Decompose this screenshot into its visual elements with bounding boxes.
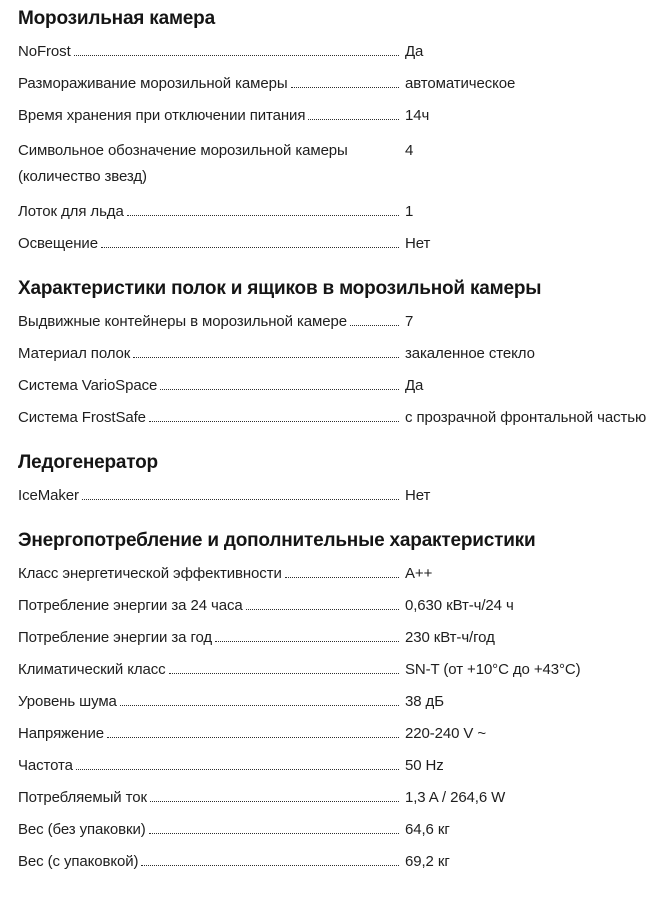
spec-row: [18, 486, 660, 506]
spec-label-cell: [18, 724, 405, 744]
spec-label: Потребление энергии за 24 часа: [18, 597, 243, 614]
dotted-leader: [149, 833, 399, 834]
dotted-leader: [107, 737, 399, 738]
section-title: Морозильная камера: [18, 8, 215, 29]
spec-row: [18, 376, 660, 396]
spec-row: [18, 564, 660, 584]
spec-value: 0,630 кВт-ч/24 ч: [405, 597, 514, 614]
spec-label-cell: [18, 788, 405, 808]
spec-label: Размораживание морозильной камеры: [18, 75, 288, 92]
spec-label-cell: [18, 42, 405, 62]
spec-label: Символьное обозначение морозильной камеры (количество звезд): [18, 142, 348, 185]
spec-label: Выдвижные контейнеры в морозильной камере: [18, 313, 347, 330]
dotted-leader: [308, 119, 399, 120]
spec-value: автоматическое: [405, 75, 516, 92]
dotted-leader: [160, 389, 399, 390]
spec-label-cell: [18, 486, 405, 506]
spec-row: [18, 42, 660, 62]
spec-label-cell: [18, 138, 405, 190]
spec-label: Лоток для льда: [18, 203, 124, 220]
spec-label-cell: [18, 74, 405, 94]
spec-label: Освещение: [18, 235, 98, 252]
spec-label-cell: [18, 234, 405, 254]
spec-value: закаленное стекло: [405, 345, 535, 362]
spec-row: [18, 756, 660, 776]
spec-label: Вес (без упаковки): [18, 821, 146, 838]
spec-row: [18, 74, 660, 94]
spec-value: 38 дБ: [405, 693, 444, 710]
dotted-leader: [141, 865, 399, 866]
section-title: Ледогенератор: [18, 452, 158, 473]
spec-label: IceMaker: [18, 487, 79, 504]
spec-section: [18, 530, 660, 872]
spec-row: [18, 692, 660, 712]
spec-row: [18, 820, 660, 840]
dotted-leader: [291, 87, 399, 88]
dotted-leader: [101, 247, 399, 248]
spec-row: [18, 344, 660, 364]
spec-value: 1,3 A / 264,6 W: [405, 789, 506, 806]
spec-label-cell: [18, 564, 405, 584]
spec-label-cell: [18, 692, 405, 712]
spec-value: SN-T (от +10°C до +43°C): [405, 661, 581, 678]
spec-label: Напряжение: [18, 725, 104, 742]
spec-row: [18, 234, 660, 254]
dotted-leader: [215, 641, 399, 642]
spec-row: [18, 408, 660, 428]
spec-label: Система VarioSpace: [18, 377, 158, 394]
spec-value: A++: [405, 565, 433, 582]
spec-label: Климатический класс: [18, 661, 166, 678]
spec-label: Вес (с упаковкой): [18, 853, 139, 870]
spec-value: 1: [405, 203, 414, 220]
spec-value: 220-240 V ~: [405, 725, 487, 742]
spec-label-cell: [18, 852, 405, 872]
spec-section: [18, 278, 660, 428]
spec-value: 14ч: [405, 107, 430, 124]
spec-value: 4: [405, 142, 414, 159]
spec-label: NoFrost: [18, 43, 71, 60]
spec-row: [18, 596, 660, 616]
section-title: Энергопотребление и дополнительные характеристики: [18, 530, 536, 551]
spec-value: Нет: [405, 487, 431, 504]
spec-row: [18, 106, 660, 126]
spec-value: 69,2 кг: [405, 853, 450, 870]
dotted-leader: [133, 357, 399, 358]
spec-row: [18, 788, 660, 808]
spec-row: [18, 312, 660, 332]
spec-label-cell: [18, 376, 405, 396]
spec-label-cell: [18, 344, 405, 364]
spec-value: 230 кВт-ч/год: [405, 629, 495, 646]
dotted-leader: [120, 705, 399, 706]
spec-row: [18, 138, 660, 190]
spec-row: [18, 660, 660, 680]
spec-sections-list: [18, 8, 660, 872]
spec-label: Уровень шума: [18, 693, 117, 710]
spec-label: Время хранения при отключении питания: [18, 107, 306, 124]
spec-section: [18, 452, 660, 506]
spec-label: Система FrostSafe: [18, 409, 146, 426]
spec-value: Нет: [405, 235, 431, 252]
spec-value: Да: [405, 43, 424, 60]
spec-label-cell: [18, 596, 405, 616]
product-specifications: [18, 8, 660, 872]
dotted-leader: [82, 499, 399, 500]
spec-row: [18, 852, 660, 872]
spec-label-cell: [18, 202, 405, 222]
dotted-leader: [76, 769, 399, 770]
spec-label: Класс энергетической эффективности: [18, 565, 282, 582]
spec-section: [18, 8, 660, 254]
spec-label: Материал полок: [18, 345, 131, 362]
dotted-leader: [169, 673, 399, 674]
spec-label: Частота: [18, 757, 73, 774]
dotted-leader: [246, 609, 399, 610]
spec-label-cell: [18, 408, 405, 428]
spec-label: Потребляемый ток: [18, 789, 147, 806]
dotted-leader: [74, 55, 399, 56]
spec-label-cell: [18, 628, 405, 648]
spec-label-cell: [18, 756, 405, 776]
spec-row: [18, 724, 660, 744]
spec-label-cell: [18, 106, 405, 126]
spec-label: Потребление энергии за год: [18, 629, 213, 646]
dotted-leader: [350, 325, 399, 326]
spec-value: Да: [405, 377, 424, 394]
dotted-leader: [127, 215, 399, 216]
spec-label-cell: [18, 820, 405, 840]
spec-row: [18, 202, 660, 222]
spec-value: с прозрачной фронтальной частью: [405, 409, 647, 426]
dotted-leader: [149, 421, 399, 422]
spec-value: 7: [405, 313, 414, 330]
section-title: Характеристики полок и ящиков в морозильной камеры: [18, 278, 542, 299]
spec-value: 50 Hz: [405, 757, 444, 774]
dotted-leader: [150, 801, 399, 802]
spec-row: [18, 628, 660, 648]
dotted-leader: [285, 577, 399, 578]
spec-label-cell: [18, 660, 405, 680]
spec-value: 64,6 кг: [405, 821, 450, 838]
spec-label-cell: [18, 312, 405, 332]
